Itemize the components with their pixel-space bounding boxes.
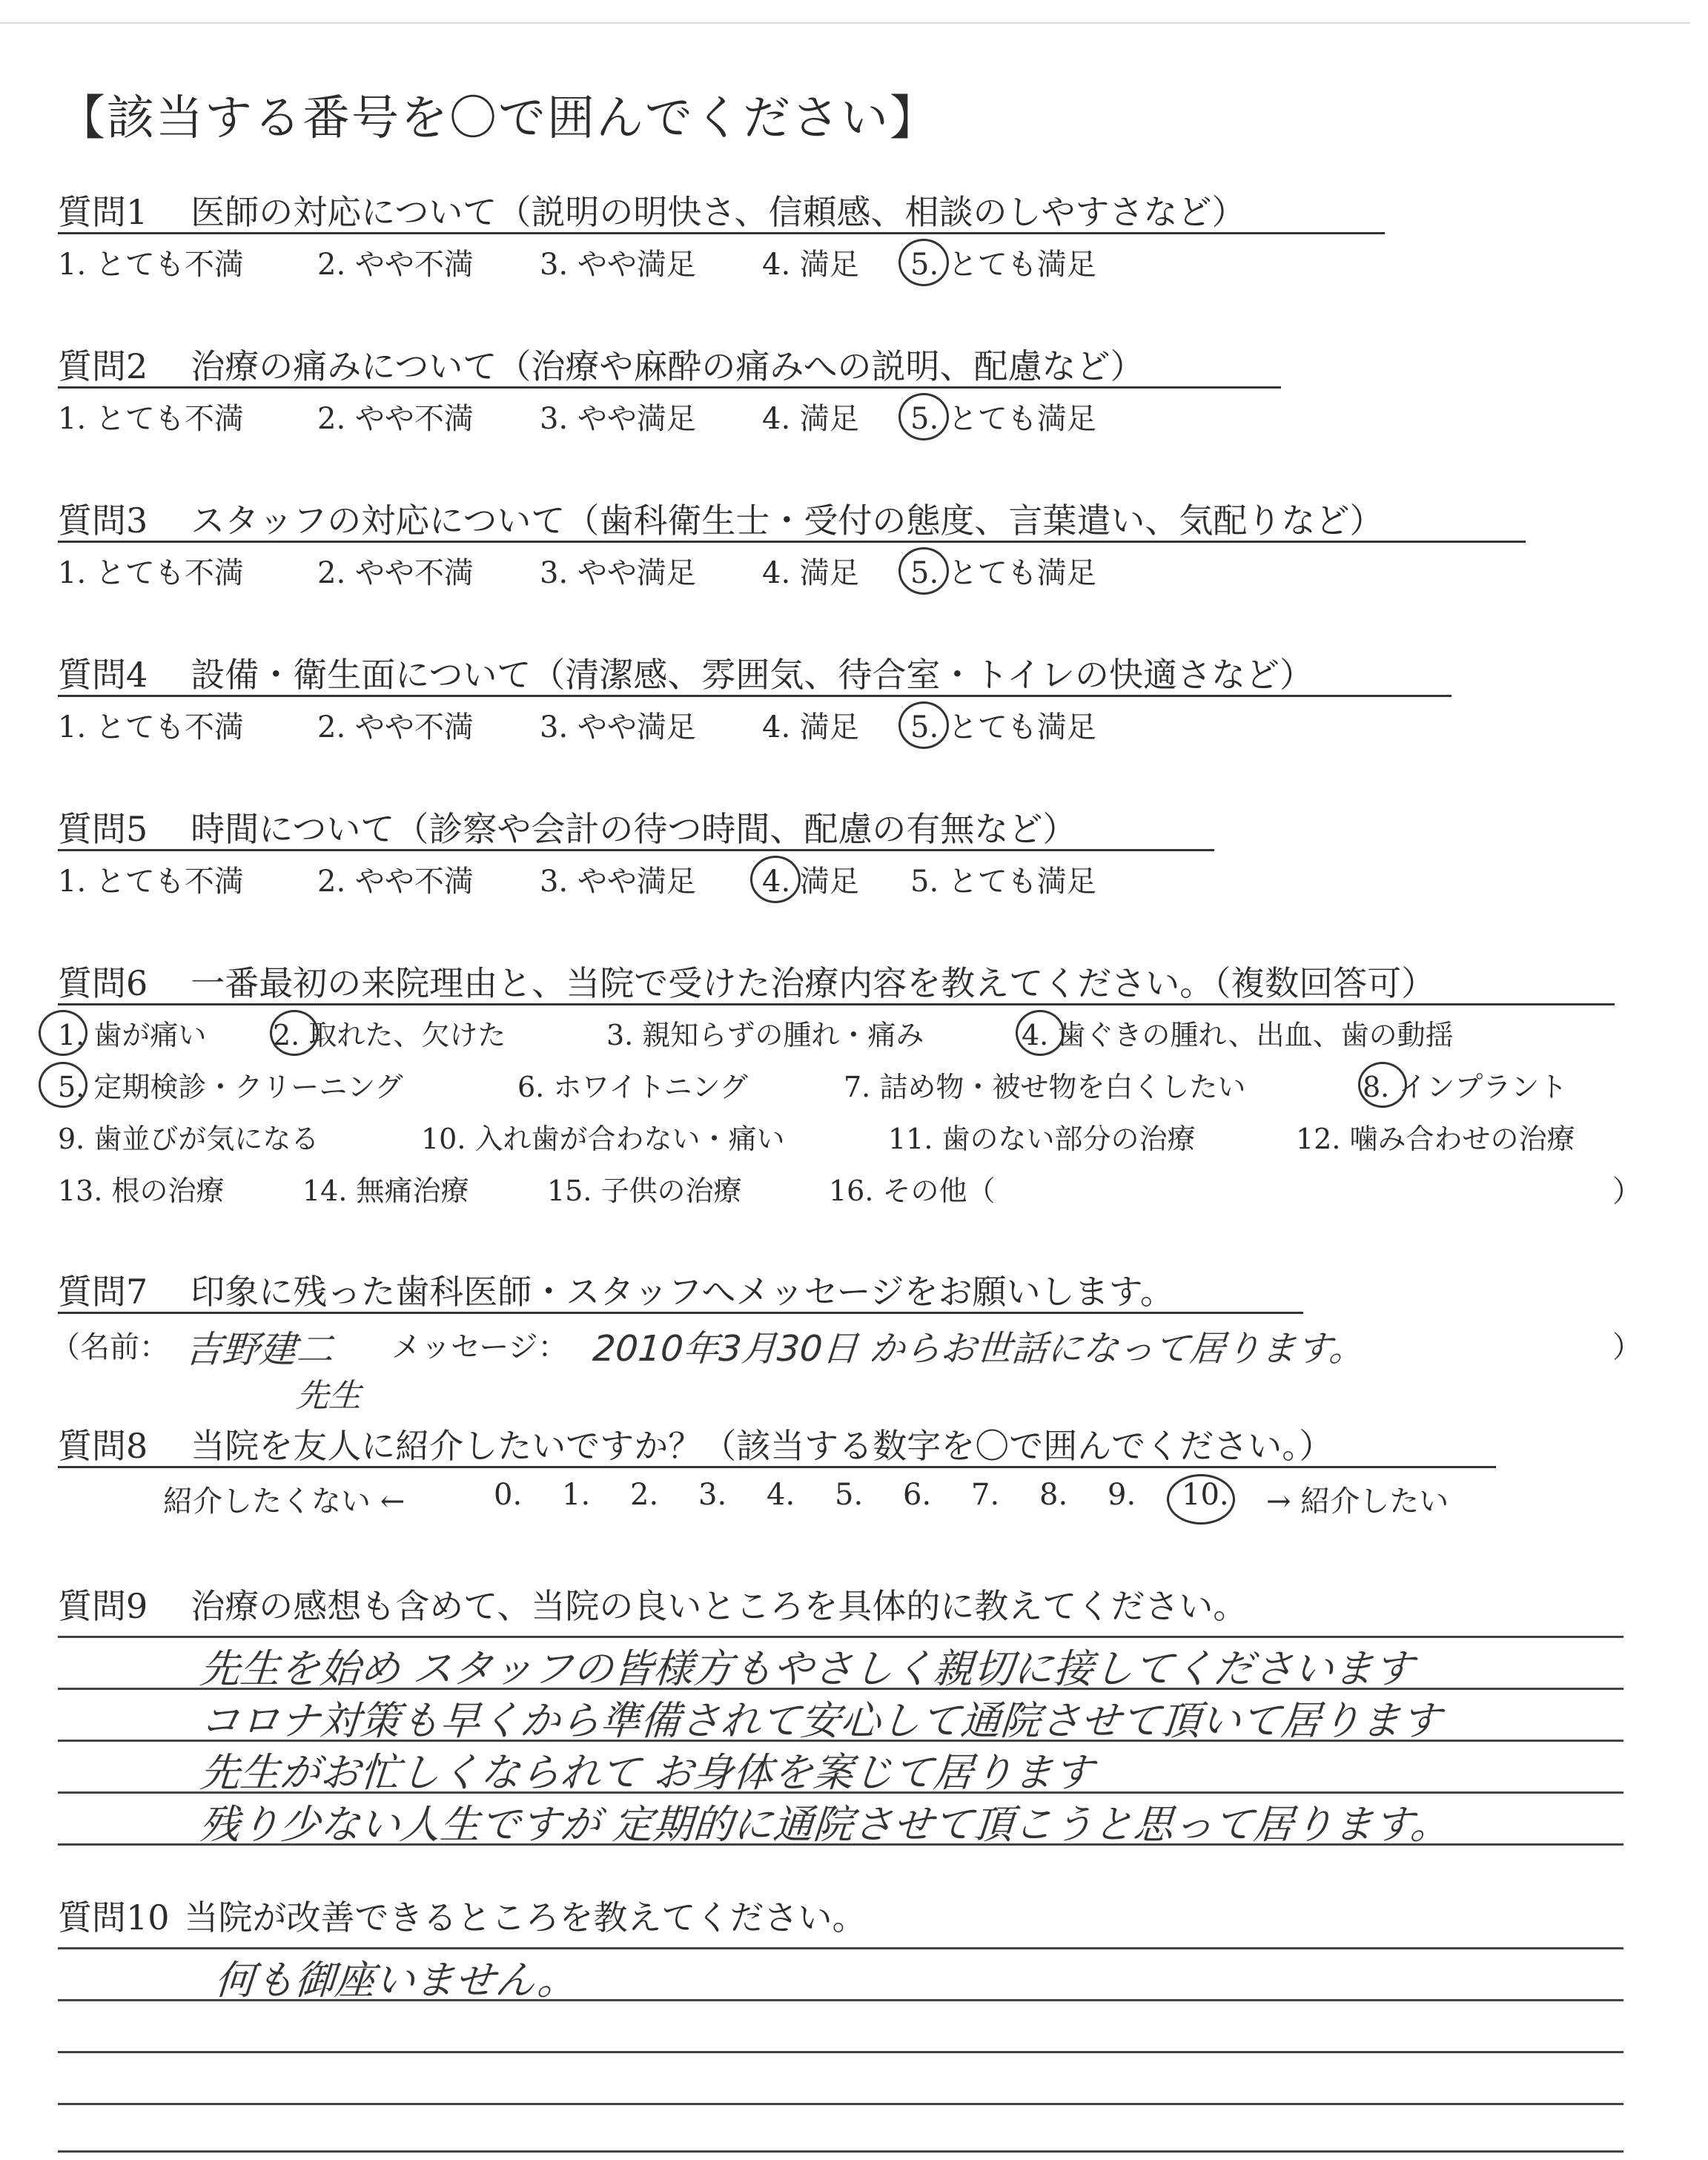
question-5-underline [58,849,1214,851]
question-7-number: 質問7 [58,1272,148,1312]
question-7-text: 印象に残った歯科医師・スタッフへメッセージをお願いします。 [191,1272,1174,1312]
q8-scale-5[interactable]: 5. [835,1478,864,1512]
q6-selected-circle-4 [1016,1010,1065,1056]
question-3 [58,494,1383,543]
question-2-number: 質問2 [58,346,148,386]
question-6-number: 質問6 [58,963,148,1003]
q5-option-4[interactable]: 4. 満足 [762,865,859,899]
q9-answer-line-3[interactable]: 先生がお忙しくなられて お身体を案じて居ります [198,1749,1096,1796]
question-6-text: 一番最初の来院理由と、当院で受けた治療内容を教えてください。（複数回答可） [191,963,1436,1003]
question-4-number: 質問4 [58,655,148,695]
q6-option-5[interactable]: 5. 定期検診・クリーニング [58,1071,403,1103]
question-5 [58,802,1076,851]
q4-option-5[interactable]: 5. とても満足 [910,710,1096,744]
q8-scale-2[interactable]: 2. [630,1478,659,1512]
q6-option-11[interactable]: 11. 歯のない部分の治療 [888,1123,1196,1155]
question-3-underline [58,541,1526,543]
q6-selected-circle-2 [270,1010,319,1056]
question-5-number: 質問5 [58,809,148,849]
q8-left-label: 紹介したくない ← [163,1484,406,1519]
q7-message-label: メッセージ： [391,1330,568,1364]
question-3-text: スタッフの対応について（歯科衛生士・受付の態度、言葉遣い、気配りなど） [191,501,1384,541]
q8-scale-9[interactable]: 9. [1108,1478,1136,1512]
page-title: 【該当する番号を〇で囲んでください】 [58,91,939,146]
q8-scale-4[interactable]: 4. [767,1478,795,1512]
question-2 [58,340,1144,389]
question-8-number: 質問8 [58,1426,148,1466]
q4-option-4[interactable]: 4. 満足 [762,710,859,744]
q6-option-1[interactable]: 1. 歯が痛い [58,1019,207,1051]
question-3-number: 質問3 [58,501,148,541]
q9-answer-line-1[interactable]: 先生を始め スタッフの皆様方もやさしく親切に接してくださいます [198,1645,1416,1692]
question-2-underline [58,386,1281,389]
q6-selected-circle-8 [1358,1062,1407,1108]
q7-close-paren: ） [1612,1330,1642,1364]
q3-option-1[interactable]: 1. とても不満 [58,556,244,590]
q8-scale-7[interactable]: 7. [971,1478,1000,1512]
q9-answer-line-4[interactable]: 残り少ない人生ですが 定期的に通院させて頂こうと思って居ります。 [198,1801,1452,1848]
q6-selected-circle-5 [39,1062,87,1108]
question-1 [58,185,1246,234]
q2-option-5[interactable]: 5. とても満足 [910,402,1096,436]
q6-option-10[interactable]: 10. 入れ歯が合わない・痛い [421,1123,785,1155]
question-9-text: 治療の感想も含めて、当院の良いところを具体的に教えてください。 [191,1586,1248,1626]
q6-option-9[interactable]: 9. 歯並びが気になる [58,1123,320,1155]
q5-option-5[interactable]: 5. とても満足 [910,865,1096,899]
q6-option-16[interactable]: 16. その他（ [829,1175,996,1207]
q2-selected-circle [898,393,949,440]
q1-option-2[interactable]: 2. やや不満 [317,248,474,282]
question-9 [58,1579,1247,1628]
q10-writing-line [58,2051,1623,2053]
q2-option-4[interactable]: 4. 満足 [762,402,859,436]
question-10-text: 当院が改善できるところを教えてください。 [184,1898,867,1938]
question-8-underline [58,1466,1496,1468]
q5-option-3[interactable]: 3. やや満足 [540,865,696,899]
q6-option-8[interactable]: 8. インプラント [1363,1071,1568,1103]
q6-option-14[interactable]: 14. 無痛治療 [302,1175,469,1207]
question-7 [58,1265,1174,1314]
q4-selected-circle [898,701,949,749]
q6-option-15[interactable]: 15. 子供の治療 [547,1175,742,1207]
q6-option-13[interactable]: 13. 根の治療 [58,1175,225,1207]
q6-option-7[interactable]: 7. 詰め物・被せ物を白くしたい [844,1071,1246,1103]
q8-selected-circle [1167,1474,1235,1525]
q6-selected-circle-1 [39,1010,87,1056]
question-4 [58,648,1314,697]
question-4-underline [58,695,1452,697]
q8-scale-8[interactable]: 8. [1039,1478,1068,1512]
question-1-number: 質問1 [58,192,148,232]
question-9-number: 質問9 [58,1586,148,1626]
q1-option-1[interactable]: 1. とても不満 [58,248,244,282]
question-4-text: 設備・衛生面について（清潔感、雰囲気、待合室・トイレの快適さなど） [191,655,1314,695]
question-6-underline [58,1003,1615,1005]
q8-scale-6[interactable]: 6. [903,1478,932,1512]
question-8-text: 当院を友人に紹介したいですか？（該当する数字を〇で囲んでください。） [191,1426,1334,1466]
q7-name-label: （名前： [50,1330,169,1364]
q6-option-12[interactable]: 12. 噛み合わせの治療 [1296,1123,1575,1155]
q6-option-2[interactable]: 2. 取れた、欠けた [273,1019,506,1051]
q10-writing-line [58,2150,1623,2153]
q3-option-5[interactable]: 5. とても満足 [910,556,1096,590]
q7-name-suffix: 先生 [294,1377,363,1415]
q8-scale-0[interactable]: 0. [494,1478,523,1512]
q2-option-3[interactable]: 3. やや満足 [540,402,696,436]
q5-selected-circle [750,856,801,903]
question-5-text: 時間について（診察や会計の待つ時間、配慮の有無など） [191,809,1077,849]
q4-option-1[interactable]: 1. とても不満 [58,710,244,744]
q3-option-2[interactable]: 2. やや不満 [317,556,474,590]
q6-other-close-paren: ） [1612,1175,1642,1209]
question-1-underline [58,232,1385,234]
q1-option-3[interactable]: 3. やや満足 [540,248,696,282]
q4-option-3[interactable]: 3. やや満足 [540,710,696,744]
q3-selected-circle [898,547,949,595]
q2-option-1[interactable]: 1. とても不満 [58,402,244,436]
q6-option-4[interactable]: 4. 歯ぐきの腫れ、出血、歯の動揺 [1022,1019,1454,1051]
question-2-text: 治療の痛みについて（治療や麻酔の痛みへの説明、配慮など） [191,346,1145,386]
q10-writing-line [58,2103,1623,2105]
q7-message-value[interactable]: 2010年3月30日 からお世話になって居ります。 [591,1328,1366,1370]
question-1-text: 医師の対応について（説明の明快さ、信頼感、相談のしやすさなど） [191,192,1246,232]
q1-option-5[interactable]: 5. とても満足 [910,248,1096,282]
q9-answer-line-2[interactable]: コロナ対策も早くから準備されて安心して通院させて頂いて居ります [198,1697,1443,1744]
question-10-number: 質問10 [58,1898,170,1938]
q6-option-3[interactable]: 3. 親知らずの腫れ・痛み [606,1019,924,1051]
q8-right-label: → 紹介したい [1266,1484,1449,1519]
q1-selected-circle [898,239,949,286]
q6-option-6[interactable]: 6. ホワイトニング [517,1071,748,1103]
q3-option-4[interactable]: 4. 満足 [762,556,859,590]
q2-option-2[interactable]: 2. やや不満 [317,402,474,436]
q10-answer-line-1[interactable]: 何も御座いません。 [213,1957,580,2004]
q7-name-value[interactable]: 吉野建二 [183,1328,335,1371]
scan-edge-line [0,22,1690,24]
q4-option-2[interactable]: 2. やや不満 [317,710,474,744]
question-10 [58,1891,867,1940]
question-6 [58,957,1435,1005]
q8-scale-3[interactable]: 3. [698,1478,727,1512]
q5-option-1[interactable]: 1. とても不満 [58,865,244,899]
q5-option-2[interactable]: 2. やや不満 [317,865,474,899]
q3-option-3[interactable]: 3. やや満足 [540,556,696,590]
q8-scale-10[interactable]: 10. [1182,1478,1229,1512]
q1-option-4[interactable]: 4. 満足 [762,248,859,282]
question-8 [58,1419,1333,1468]
q8-scale-1[interactable]: 1. [562,1478,591,1512]
question-7-underline [58,1312,1303,1314]
